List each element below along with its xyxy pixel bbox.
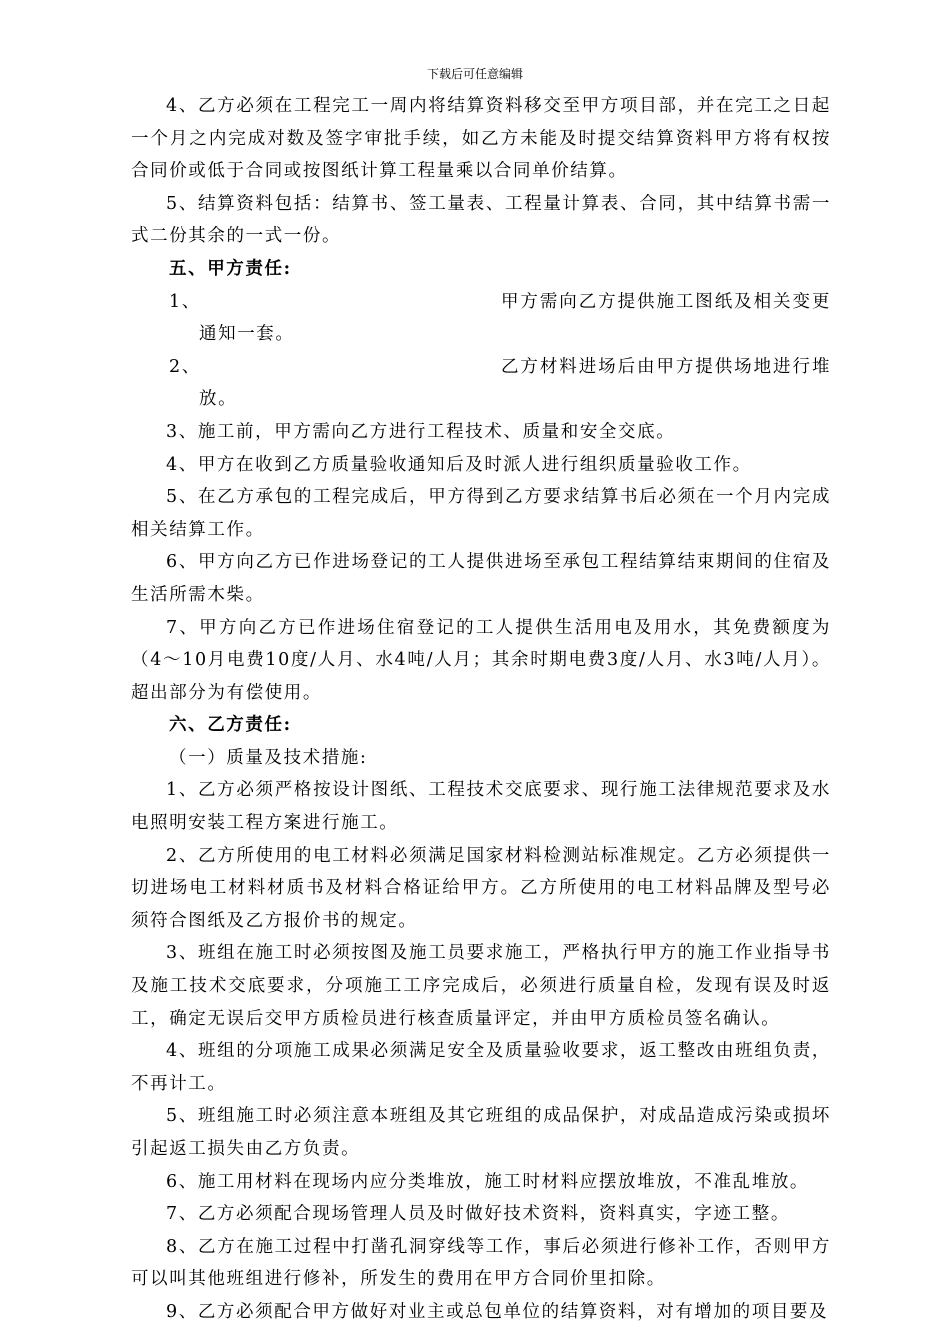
paragraph-settlement-materials: 5、结算资料包括：结算书、签工量表、工程量计算表、合同，其中结算书需一式二份其余的一式一份。 (131, 193, 831, 247)
section-heading-party-b: 六、乙方责任: (169, 715, 292, 736)
party-a-item-1-continuation: 通知一套。 (199, 324, 295, 345)
section-heading-party-a: 五、甲方责任: (169, 258, 292, 279)
paragraph-settlement-deadline: 4、乙方必须在工程完工一周内将结算资料移交至甲方项目部，并在完工之日起一个月之内完成对数及签字审批手续，如乙方未能及时提交结算资料甲方将有权按合同价或低于合同或按图纸计算工程量乘以合同单价结算。 (131, 96, 831, 182)
party-a-item-1 (131, 286, 831, 319)
item-number: 1、 (169, 291, 201, 312)
document-body (131, 90, 831, 1329)
party-a-item-3: 3、施工前，甲方需向乙方进行工程技术、质量和安全交底。 (166, 421, 676, 442)
party-a-item-2-continuation: 放。 (199, 389, 238, 410)
party-a-item-7: 7、甲方向乙方已作进场住宿登记的工人提供生活用电及用水，其免费额度为（4～10月电费10度/人月、水4吨/人月；其余时期电费3度/人月、水3吨/人月）。超出部分为有偿使用。 (131, 617, 831, 703)
party-b-item-4: 4、班组的分项施工成果必须满足安全及质量验收要求，返工整改由班组负责，不再计工。 (131, 1041, 831, 1094)
item-number: 2、 (169, 356, 201, 377)
party-b-item-5: 5、班组施工时必须注意本班组及其它班组的成品保护，对成品造成污染或损坏引起返工损失由乙方负责。 (131, 1106, 831, 1159)
item-text: 甲方需向乙方提供施工图纸及相关变更 (501, 291, 831, 312)
party-b-item-7: 7、乙方必须配合现场管理人员及时做好技术资料，资料真实，字迹工整。 (166, 1204, 790, 1225)
party-b-item-9: 9、乙方必须配合甲方做好对业主或总包单位的结算资料，对有增加的项目要及 (166, 1301, 829, 1322)
party-b-item-8: 8、乙方在施工过程中打凿孔洞穿线等工作，事后必须进行修补工作，否则甲方可以叫其他班组进行修补，所发生的费用在甲方合同价里扣除。 (131, 1236, 831, 1290)
party-a-item-6: 6、甲方向乙方已作进场登记的工人提供进场至承包工程结算结束期间的住宿及生活所需木柴。 (131, 552, 831, 605)
page-header: 下载后可任意编辑 (426, 67, 523, 81)
item-text: 乙方材料进场后由甲方提供场地进行堆 (501, 356, 831, 377)
subsection-heading-quality: （一）质量及技术措施: (169, 747, 368, 768)
party-a-item-2 (131, 351, 831, 384)
party-b-item-3: 3、班组在施工时必须按图及施工员要求施工，严格执行甲方的施工作业指导书及施工技术交底要求，分项施工工序完成后，必须进行质量自检，发现有误及时返工，确定无误后交甲方质检员进行核查质量评定，并由甲方质检员签名确认。 (131, 943, 831, 1029)
party-b-item-1: 1、乙方必须严格按设计图纸、工程技术交底要求、现行施工法律规范要求及水电照明安装工程方案进行施工。 (131, 780, 831, 834)
party-a-item-5: 5、在乙方承包的工程完成后，甲方得到乙方要求结算书后必须在一个月内完成相关结算工作。 (131, 487, 831, 540)
party-b-item-6: 6、施工用材料在现场内应分类堆放，施工时材料应摆放堆放，不准乱堆放。 (166, 1171, 810, 1192)
party-a-item-4: 4、甲方在收到乙方质量验收通知后及时派人进行组织质量验收工作。 (166, 454, 752, 475)
party-b-item-2: 2、乙方所使用的电工材料必须满足国家材料检测站标准规定。乙方必须提供一切进场电工材料材质书及材料合格证给甲方。乙方所使用的电工材料品牌及型号必须符合图纸及乙方报价书的规定。 (131, 845, 831, 931)
